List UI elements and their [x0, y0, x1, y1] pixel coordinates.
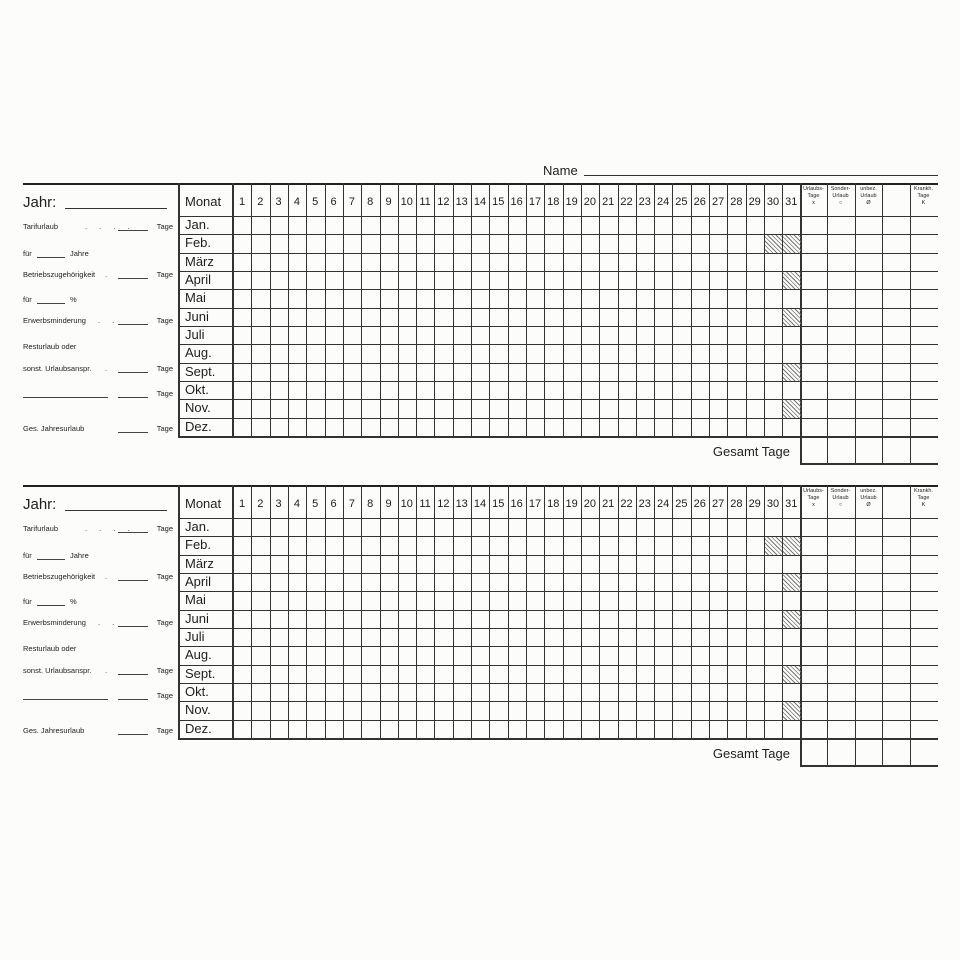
- day-number-header: 21: [602, 498, 615, 510]
- month-label: März: [185, 253, 214, 269]
- day-number-header: 28: [730, 498, 743, 510]
- day-number-header: 12: [437, 498, 450, 510]
- day-number-header: 20: [583, 196, 597, 208]
- col-divider: [672, 183, 673, 436]
- vacation-info-row: [23, 388, 173, 400]
- info-label: Erwerbsminderung: [23, 618, 86, 627]
- col-divider: [178, 485, 180, 738]
- col-divider: [709, 183, 710, 436]
- tage-label: Tage: [156, 364, 173, 373]
- month-label: Juli: [185, 327, 205, 342]
- jahr-label: Jahr:: [23, 194, 57, 211]
- row-divider: [178, 308, 938, 309]
- col-divider: [544, 183, 545, 436]
- fill-in-line[interactable]: [118, 699, 148, 700]
- col-divider: [489, 485, 490, 738]
- dot-leader: . .: [98, 316, 120, 325]
- vacation-info-row: [23, 617, 173, 629]
- name-label: Name: [543, 163, 578, 178]
- col-divider: [232, 485, 234, 738]
- tage-label: Tage: [156, 316, 173, 325]
- jahr-input-line[interactable]: [65, 510, 167, 511]
- info-label: Ges. Jahresurlaub: [23, 424, 85, 433]
- col-divider: [471, 183, 472, 436]
- col-divider: [563, 183, 564, 436]
- summary-column-header: Sonder- Urlaub ○: [830, 186, 851, 206]
- tage-label: Tage: [156, 270, 173, 279]
- invalid-day-cell: [783, 702, 800, 719]
- info-label: Jahre: [70, 249, 89, 258]
- jahr-label: Jahr:: [23, 496, 57, 513]
- tage-label: Tage: [156, 424, 173, 433]
- info-label: Ges. Jahresurlaub: [23, 726, 85, 735]
- vacation-info-row: [23, 423, 173, 435]
- day-number-header: 9: [385, 196, 392, 208]
- row-divider: [178, 253, 938, 254]
- day-number-header: 24: [656, 498, 670, 510]
- col-divider: [691, 485, 692, 738]
- vacation-info-row: [23, 248, 173, 260]
- col-divider: [526, 485, 527, 738]
- fill-in-line[interactable]: [37, 605, 65, 606]
- name-field[interactable]: [543, 163, 938, 179]
- vacation-info-row: [23, 341, 173, 353]
- summary-column-header: Urlaubs- Tage x: [803, 488, 824, 508]
- col-divider: [636, 183, 637, 436]
- day-number-header: 17: [528, 196, 542, 208]
- fill-in-line[interactable]: [118, 532, 148, 533]
- day-number-header: 9: [385, 498, 392, 510]
- col-divider: [398, 183, 399, 436]
- day-number-header: 15: [492, 498, 505, 510]
- day-number-header: 6: [330, 196, 337, 208]
- row-divider: [178, 271, 938, 272]
- info-label: für: [23, 597, 32, 606]
- day-number-header: 13: [455, 196, 468, 208]
- day-number-header: 16: [510, 498, 523, 510]
- dot-leader: .: [105, 666, 113, 675]
- col-divider: [882, 183, 883, 463]
- year-block-2: [0, 485, 960, 765]
- col-divider: [618, 183, 619, 436]
- day-number-header: 19: [565, 196, 578, 208]
- col-divider: [910, 183, 911, 463]
- col-divider: [288, 485, 289, 738]
- col-divider: [361, 485, 362, 738]
- row-divider: [178, 289, 938, 290]
- month-label: Sept.: [185, 363, 216, 379]
- dot-leader: . . . .: [85, 524, 135, 533]
- day-number-header: 4: [293, 196, 300, 208]
- day-number-header: 13: [455, 498, 468, 510]
- row-divider: [178, 591, 938, 592]
- day-number-header: 21: [602, 196, 615, 208]
- info-label: Tarifurlaub: [23, 222, 59, 231]
- row-divider: [178, 646, 938, 647]
- jahr-input-line[interactable]: [65, 208, 167, 209]
- vacation-info-row: [23, 315, 173, 327]
- row-divider: [178, 381, 938, 382]
- col-divider: [361, 183, 362, 436]
- col-divider: [380, 183, 381, 436]
- fill-in-line[interactable]: [118, 626, 148, 627]
- month-label: April: [185, 574, 212, 589]
- day-number-header: 11: [419, 196, 431, 208]
- month-label: Juli: [185, 629, 205, 644]
- grid-bottom-rule: [178, 436, 938, 438]
- gesamt-tage-label: Gesamt Tage: [712, 745, 790, 761]
- row-divider: [178, 665, 938, 666]
- col-divider: [453, 183, 454, 436]
- day-number-header: 22: [620, 196, 633, 208]
- dot-leader: .: [105, 572, 113, 581]
- tage-label: Tage: [156, 222, 173, 231]
- day-number-header: 27: [711, 498, 725, 510]
- info-label: sonst. Urlaubsanspr.: [23, 666, 92, 675]
- col-divider: [489, 183, 490, 436]
- row-divider: [178, 683, 938, 684]
- day-number-header: 24: [656, 196, 670, 208]
- day-number-header: 16: [510, 196, 523, 208]
- monat-header: Monat: [185, 194, 222, 209]
- invalid-day-cell: [783, 666, 800, 683]
- day-number-header: 30: [766, 196, 780, 208]
- fill-in-line[interactable]: [23, 699, 108, 700]
- row-divider: [178, 399, 938, 400]
- col-divider: [232, 183, 234, 436]
- row-divider: [178, 555, 938, 556]
- row-divider: [178, 363, 938, 364]
- row-divider: [178, 518, 938, 519]
- info-label: Betriebszugehörigkeit: [23, 270, 96, 279]
- day-number-header: 6: [330, 498, 337, 510]
- invalid-day-cell: [783, 537, 800, 554]
- day-number-header: 26: [693, 498, 706, 510]
- col-divider: [325, 485, 326, 738]
- grid-bottom-rule: [178, 738, 938, 740]
- day-number-header: 3: [275, 196, 282, 208]
- day-number-header: 27: [711, 196, 725, 208]
- invalid-day-cell: [783, 364, 800, 381]
- month-label: Okt.: [185, 382, 209, 397]
- fill-in-line[interactable]: [118, 278, 148, 279]
- col-divider: [599, 485, 600, 738]
- day-number-header: 25: [675, 498, 688, 510]
- col-divider: [288, 183, 289, 436]
- month-label: Feb.: [185, 537, 212, 553]
- vacation-info-row: [23, 643, 173, 655]
- row-divider: [178, 536, 938, 537]
- day-number-header: 5: [312, 196, 319, 208]
- summary-column-header: Urlaubs- Tage x: [803, 186, 824, 206]
- tage-label: Tage: [156, 726, 173, 735]
- day-number-header: 1: [238, 498, 246, 510]
- day-number-header: 29: [748, 196, 761, 208]
- day-number-header: 4: [293, 498, 300, 510]
- month-label: Nov.: [185, 702, 211, 718]
- fill-in-line[interactable]: [118, 580, 148, 581]
- info-label: sonst. Urlaubsanspr.: [23, 364, 92, 373]
- day-number-header: 31: [785, 196, 798, 208]
- row-divider: [178, 701, 938, 702]
- day-number-header: 29: [748, 498, 761, 510]
- fill-in-line[interactable]: [23, 397, 108, 398]
- day-number-header: 15: [492, 196, 505, 208]
- col-divider: [654, 485, 655, 738]
- month-label: Feb.: [185, 235, 212, 251]
- day-number-header: 3: [275, 498, 282, 510]
- day-number-header: 22: [620, 498, 633, 510]
- col-divider: [306, 183, 307, 436]
- col-divider: [764, 183, 765, 436]
- month-label: Dez.: [185, 418, 212, 434]
- invalid-day-cell: [783, 272, 800, 289]
- day-number-header: 26: [693, 196, 706, 208]
- tage-label: Tage: [156, 389, 173, 398]
- day-number-header: 30: [766, 498, 780, 510]
- col-divider: [882, 485, 883, 765]
- col-divider: [827, 485, 828, 765]
- fill-in-line[interactable]: [118, 432, 148, 433]
- col-divider: [306, 485, 307, 738]
- row-divider: [178, 573, 938, 574]
- col-divider: [563, 485, 564, 738]
- day-number-header: 10: [400, 196, 413, 208]
- col-divider: [727, 485, 728, 738]
- day-number-header: 7: [348, 196, 355, 208]
- col-divider: [178, 183, 180, 436]
- invalid-day-cell: [783, 574, 800, 591]
- vacation-info-row: [23, 294, 173, 306]
- row-divider: [178, 610, 938, 611]
- col-divider: [581, 183, 582, 436]
- summary-column-header: Krankh. Tage K: [914, 488, 933, 508]
- day-number-header: 28: [730, 196, 743, 208]
- month-label: Sept.: [185, 665, 216, 681]
- info-label: %: [70, 295, 77, 304]
- month-label: Aug.: [185, 647, 212, 663]
- col-divider: [251, 183, 252, 436]
- day-number-header: 17: [528, 498, 542, 510]
- day-number-header: 7: [348, 498, 355, 510]
- month-label: Nov.: [185, 400, 211, 416]
- col-divider: [599, 183, 600, 436]
- vacation-info-row: [23, 269, 173, 281]
- row-divider: [178, 628, 938, 629]
- gesamt-bottom-rule: [800, 765, 938, 767]
- col-divider: [508, 485, 509, 738]
- row-divider: [178, 344, 938, 345]
- gesamt-bottom-rule: [800, 463, 938, 465]
- fill-in-line[interactable]: [118, 230, 148, 231]
- fill-in-line[interactable]: [118, 372, 148, 373]
- info-label: Jahre: [70, 551, 89, 560]
- day-number-header: 2: [257, 196, 264, 208]
- col-divider: [709, 485, 710, 738]
- col-divider: [618, 485, 619, 738]
- col-divider: [544, 485, 545, 738]
- col-divider: [691, 183, 692, 436]
- gesamt-tage-label: Gesamt Tage: [712, 443, 790, 459]
- dot-leader: .: [105, 270, 113, 279]
- day-number-header: 18: [547, 498, 560, 510]
- row-divider: [178, 720, 938, 721]
- vacation-info-row: [23, 725, 173, 737]
- info-label: Resturlaub oder: [23, 644, 77, 653]
- monat-header: Monat: [185, 496, 222, 511]
- info-label: für: [23, 249, 32, 258]
- day-number-header: 8: [367, 196, 374, 208]
- summary-column-header: Sonder- Urlaub ○: [830, 488, 851, 508]
- row-divider: [178, 234, 938, 235]
- info-label: Resturlaub oder: [23, 342, 77, 351]
- col-divider: [251, 485, 252, 738]
- dot-leader: . .: [98, 618, 120, 627]
- day-number-header: 20: [583, 498, 597, 510]
- day-number-header: 5: [312, 498, 319, 510]
- month-label: Jan.: [185, 217, 210, 232]
- col-divider: [910, 485, 911, 765]
- info-label: Betriebszugehörigkeit: [23, 572, 96, 581]
- vacation-info-row: [23, 523, 173, 535]
- year-block-1: [0, 183, 960, 463]
- fill-in-line[interactable]: [118, 397, 148, 398]
- day-number-header: 10: [400, 498, 413, 510]
- day-number-header: 2: [257, 498, 264, 510]
- month-label: Aug.: [185, 345, 212, 361]
- vacation-info-row: [23, 550, 173, 562]
- month-label: April: [185, 272, 212, 287]
- col-divider: [636, 485, 637, 738]
- fill-in-line[interactable]: [37, 303, 65, 304]
- info-label: %: [70, 597, 77, 606]
- month-label: Mai: [185, 592, 206, 608]
- month-label: März: [185, 555, 214, 571]
- dot-leader: . . . .: [85, 222, 135, 231]
- row-divider: [178, 326, 938, 327]
- col-divider: [434, 485, 435, 738]
- col-divider: [270, 183, 271, 436]
- tage-label: Tage: [156, 666, 173, 675]
- col-divider: [343, 485, 344, 738]
- col-divider: [270, 485, 271, 738]
- invalid-day-cell: [783, 400, 800, 417]
- vacation-info-row: [23, 690, 173, 702]
- col-divider: [654, 183, 655, 436]
- month-label: Jan.: [185, 519, 210, 534]
- day-number-header: 23: [638, 498, 651, 510]
- day-number-header: 19: [565, 498, 578, 510]
- col-divider: [672, 485, 673, 738]
- info-label: Erwerbsminderung: [23, 316, 86, 325]
- tage-label: Tage: [156, 691, 173, 700]
- vacation-info-row: [23, 665, 173, 677]
- vacation-info-row: [23, 221, 173, 233]
- day-number-header: 18: [547, 196, 560, 208]
- col-divider: [727, 183, 728, 436]
- col-divider: [380, 485, 381, 738]
- tage-label: Tage: [156, 524, 173, 533]
- month-label: Mai: [185, 290, 206, 306]
- name-line[interactable]: [584, 175, 938, 176]
- day-number-header: 8: [367, 498, 374, 510]
- col-divider: [581, 485, 582, 738]
- col-divider: [855, 485, 856, 765]
- col-divider: [508, 183, 509, 436]
- col-divider: [453, 485, 454, 738]
- fill-in-line[interactable]: [118, 674, 148, 675]
- summary-column-header: Krankh. Tage K: [914, 186, 933, 206]
- dot-leader: .: [105, 364, 113, 373]
- month-label: Dez.: [185, 720, 212, 736]
- invalid-day-cell: [765, 235, 782, 252]
- info-label: Tarifurlaub: [23, 524, 59, 533]
- day-number-header: 31: [785, 498, 798, 510]
- col-divider: [471, 485, 472, 738]
- month-label: Okt.: [185, 684, 209, 699]
- vacation-info-row: [23, 571, 173, 583]
- col-divider: [434, 183, 435, 436]
- info-label: für: [23, 295, 32, 304]
- col-divider: [416, 485, 417, 738]
- col-divider: [746, 485, 747, 738]
- col-divider: [416, 183, 417, 436]
- col-divider: [827, 183, 828, 463]
- day-number-header: 11: [419, 498, 431, 510]
- col-divider: [746, 183, 747, 436]
- vacation-info-row: [23, 596, 173, 608]
- info-label: für: [23, 551, 32, 560]
- day-number-header: 23: [638, 196, 651, 208]
- vacation-info-row: [23, 363, 173, 375]
- day-number-header: 12: [437, 196, 450, 208]
- row-divider: [178, 418, 938, 419]
- invalid-day-cell: [783, 611, 800, 628]
- col-divider: [764, 485, 765, 738]
- row-divider: [178, 216, 938, 217]
- col-divider: [325, 183, 326, 436]
- fill-in-line[interactable]: [118, 324, 148, 325]
- col-divider: [526, 183, 527, 436]
- fill-in-line[interactable]: [118, 734, 148, 735]
- month-label: Juni: [185, 610, 209, 626]
- summary-column-header: unbez. Urlaub Ø: [860, 488, 877, 508]
- invalid-day-cell: [765, 537, 782, 554]
- day-number-header: 14: [473, 498, 487, 510]
- summary-column-header: unbez. Urlaub Ø: [860, 186, 877, 206]
- day-number-header: 1: [238, 196, 246, 208]
- invalid-day-cell: [783, 309, 800, 326]
- day-number-header: 25: [675, 196, 688, 208]
- col-divider: [398, 485, 399, 738]
- invalid-day-cell: [783, 235, 800, 252]
- col-divider: [343, 183, 344, 436]
- fill-in-line[interactable]: [37, 257, 65, 258]
- month-label: Juni: [185, 308, 209, 324]
- tage-label: Tage: [156, 618, 173, 627]
- fill-in-line[interactable]: [37, 559, 65, 560]
- tage-label: Tage: [156, 572, 173, 581]
- col-divider: [855, 183, 856, 463]
- day-number-header: 14: [473, 196, 487, 208]
